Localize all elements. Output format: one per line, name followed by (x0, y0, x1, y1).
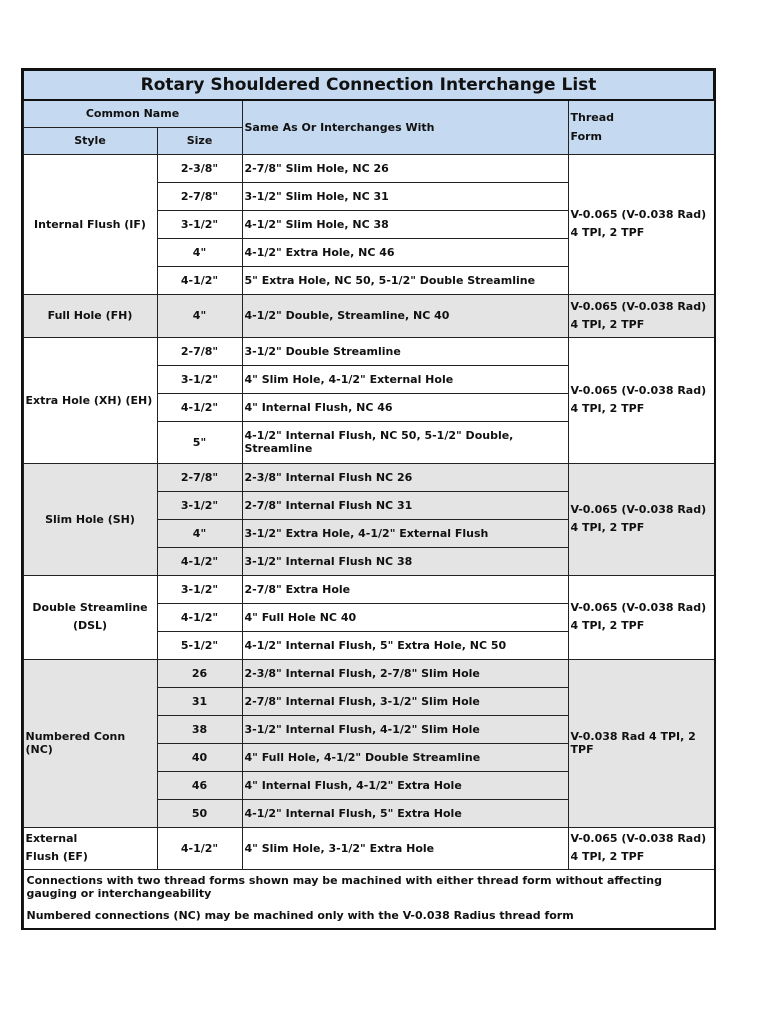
thread-form-line2: 4 TPI, 2 TPF (570, 226, 645, 239)
thread-form-header-line1: Thread (570, 111, 615, 125)
table-row (23, 337, 714, 365)
style-line2: Flush (EF) (25, 850, 88, 863)
table-row (23, 575, 714, 603)
size-cell: 3-1/2" (157, 365, 242, 393)
same-as-cell: 4" Internal Flush, 4-1/2" Extra Hole (242, 771, 568, 799)
thread-form-line1: V-0.065 (V-0.038 Rad) (570, 208, 707, 221)
size-cell: 50 (157, 799, 242, 827)
same-as-cell: 5" Extra Hole, NC 50, 5-1/2" Double Streamline (242, 266, 568, 294)
same-as-cell: 3-1/2" Slim Hole, NC 31 (242, 182, 568, 210)
size-cell: 4-1/2" (157, 827, 242, 869)
same-as-cell: 2-7/8" Internal Flush, 3-1/2" Slim Hole (242, 687, 568, 715)
size-cell: 4-1/2" (157, 603, 242, 631)
thread-form-cell (568, 337, 714, 463)
size-cell: 3-1/2" (157, 575, 242, 603)
size-cell: 4-1/2" (157, 266, 242, 294)
note-1: Connections with two thread forms shown may be machined with either thread form without affecting gauging or interchangeability (26, 873, 662, 900)
same-as-cell: 3-1/2" Double Streamline (242, 337, 568, 365)
size-header: Size (157, 127, 242, 154)
size-cell: 3-1/2" (157, 210, 242, 238)
same-as-cell: 3-1/2" Internal Flush NC 38 (242, 547, 568, 575)
style-cell: Numbered Conn (NC) (23, 659, 157, 827)
same-as-header: Same As Or Interchanges With (242, 100, 568, 154)
size-cell: 2-7/8" (157, 463, 242, 491)
same-as-cell: 2-3/8" Internal Flush NC 26 (242, 463, 568, 491)
title-row (23, 70, 714, 100)
common-name-header: Common Name (23, 100, 242, 127)
thread-form-header (568, 100, 714, 154)
size-cell: 4-1/2" (157, 393, 242, 421)
thread-form-cell: V-0.038 Rad 4 TPI, 2 TPF (568, 659, 714, 827)
interchange-table (22, 69, 715, 929)
style-cell: Internal Flush (IF) (23, 154, 157, 294)
size-cell: 5" (157, 421, 242, 463)
style-cell: Full Hole (FH) (23, 294, 157, 337)
thread-form-cell (568, 294, 714, 337)
size-cell: 46 (157, 771, 242, 799)
same-as-cell: 4-1/2" Extra Hole, NC 46 (242, 238, 568, 266)
size-cell: 26 (157, 659, 242, 687)
table-row (23, 294, 714, 337)
same-as-cell: 4-1/2" Double, Streamline, NC 40 (242, 294, 568, 337)
style-line1: External (25, 832, 78, 845)
size-cell: 2-7/8" (157, 182, 242, 210)
same-as-cell: 4" Full Hole, 4-1/2" Double Streamline (242, 743, 568, 771)
style-cell (23, 827, 157, 869)
thread-form-line1: V-0.065 (V-0.038 Rad) (570, 601, 707, 614)
thread-form-cell (568, 154, 714, 294)
same-as-cell: 4-1/2" Internal Flush, 5" Extra Hole, NC 50 (242, 631, 568, 659)
style-cell (23, 575, 157, 659)
header-row-1 (23, 100, 714, 127)
thread-form-cell (568, 463, 714, 575)
style-header: Style (23, 127, 157, 154)
same-as-cell: 3-1/2" Extra Hole, 4-1/2" External Flush (242, 519, 568, 547)
thread-form-line2: 4 TPI, 2 TPF (570, 521, 645, 534)
same-as-cell: 4" Full Hole NC 40 (242, 603, 568, 631)
size-cell: 31 (157, 687, 242, 715)
thread-form-line2: 4 TPI, 2 TPF (570, 850, 645, 863)
same-as-cell: 2-3/8" Internal Flush, 2-7/8" Slim Hole (242, 659, 568, 687)
table-title: Rotary Shouldered Connection Interchange List (23, 70, 714, 100)
same-as-cell: 2-7/8" Internal Flush NC 31 (242, 491, 568, 519)
note-2: Numbered connections (NC) may be machined only with the V-0.038 Radius thread form (26, 908, 574, 922)
thread-form-cell (568, 827, 714, 869)
same-as-cell: 2-7/8" Extra Hole (242, 575, 568, 603)
same-as-cell: 4" Slim Hole, 4-1/2" External Hole (242, 365, 568, 393)
style-cell: Slim Hole (SH) (23, 463, 157, 575)
size-cell: 4" (157, 238, 242, 266)
same-as-cell: 2-7/8" Slim Hole, NC 26 (242, 154, 568, 182)
style-line2: (DSL) (72, 619, 108, 632)
size-cell: 4" (157, 519, 242, 547)
table-row (23, 463, 714, 491)
style-cell: Extra Hole (XH) (EH) (23, 337, 157, 463)
size-cell: 40 (157, 743, 242, 771)
thread-form-line2: 4 TPI, 2 TPF (570, 317, 645, 331)
same-as-cell: 3-1/2" Internal Flush, 4-1/2" Slim Hole (242, 715, 568, 743)
table-row (23, 659, 714, 687)
thread-form-line1: V-0.065 (V-0.038 Rad) (570, 832, 707, 845)
same-as-cell: 4-1/2" Internal Flush, NC 50, 5-1/2" Double, Streamline (242, 421, 568, 463)
thread-form-cell (568, 575, 714, 659)
thread-form-line2: 4 TPI, 2 TPF (570, 402, 645, 415)
same-as-cell: 4" Internal Flush, NC 46 (242, 393, 568, 421)
thread-form-line2: 4 TPI, 2 TPF (570, 619, 645, 632)
notes (23, 869, 714, 928)
size-cell: 38 (157, 715, 242, 743)
thread-form-header-line2: Form (570, 130, 603, 144)
size-cell: 4" (157, 294, 242, 337)
thread-form-line1: V-0.065 (V-0.038 Rad) (570, 503, 707, 516)
table-row (23, 827, 714, 869)
style-line1: Double Streamline (32, 601, 148, 614)
same-as-cell: 4-1/2" Internal Flush, 5" Extra Hole (242, 799, 568, 827)
thread-form-line1: V-0.065 (V-0.038 Rad) (570, 299, 707, 313)
same-as-cell: 4" Slim Hole, 3-1/2" Extra Hole (242, 827, 568, 869)
size-cell: 2-7/8" (157, 337, 242, 365)
size-cell: 2-3/8" (157, 154, 242, 182)
thread-form-line1: V-0.065 (V-0.038 Rad) (570, 384, 707, 397)
size-cell: 4-1/2" (157, 547, 242, 575)
size-cell: 3-1/2" (157, 491, 242, 519)
size-cell: 5-1/2" (157, 631, 242, 659)
table-row (23, 154, 714, 182)
same-as-cell: 4-1/2" Slim Hole, NC 38 (242, 210, 568, 238)
notes-row (23, 869, 714, 928)
